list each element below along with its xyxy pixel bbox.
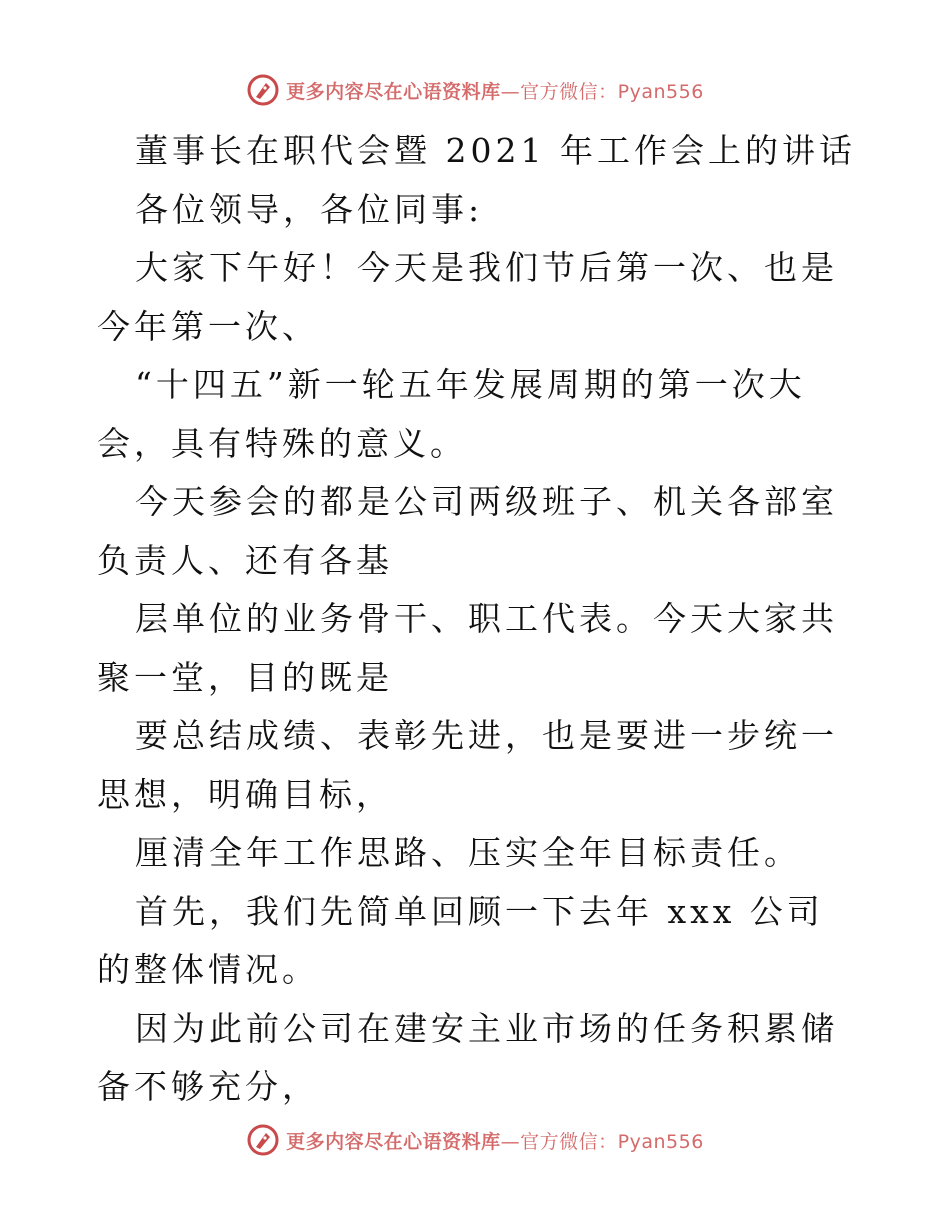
watermark-sub-text: —官方微信：Pyan556 (500, 80, 704, 103)
paragraph: 今天参会的都是公司两级班子、机关各部室负责人、还有各基 (97, 482, 838, 580)
watermark-main-text: 更多内容尽在心语资料库 (286, 80, 501, 103)
watermark-main-text: 更多内容尽在心语资料库 (286, 1130, 501, 1153)
paragraph: 要总结成绩、表彰先进，也是要进一步统一思想，明确目标， (97, 716, 838, 814)
watermark-sub-text: —官方微信：Pyan556 (500, 1130, 704, 1153)
paragraph: 厘清全年工作思路、压实全年目标责任。 (135, 833, 801, 872)
watermark-header (0, 70, 950, 110)
paragraph: 各位领导，各位同事: (135, 189, 484, 229)
document-body (97, 122, 857, 1117)
watermark-text (286, 77, 704, 104)
paragraph: 因为此前公司在建安主业市场的任务积累储备不够充分， (97, 1008, 838, 1106)
watermark-footer (0, 1120, 950, 1160)
pen-nib-logo-icon (246, 1123, 280, 1157)
paragraph: “十四五”新一轮五年发展周期的第一次大会，具有特殊的意义。 (97, 365, 806, 463)
paragraph: 层单位的业务骨干、职工代表。今天大家共聚一堂，目的既是 (97, 599, 838, 697)
paragraph: 大家下午好！今天是我们节后第一次、也是今年第一次、 (97, 248, 838, 346)
watermark-text (286, 1127, 704, 1154)
paragraph: 首先，我们先简单回顾一下去年 xxx 公司的整体情况。 (97, 891, 824, 989)
pen-nib-logo-icon (246, 73, 280, 107)
document-title: 董事长在职代会暨 2021 年工作会上的讲话 (135, 131, 856, 170)
